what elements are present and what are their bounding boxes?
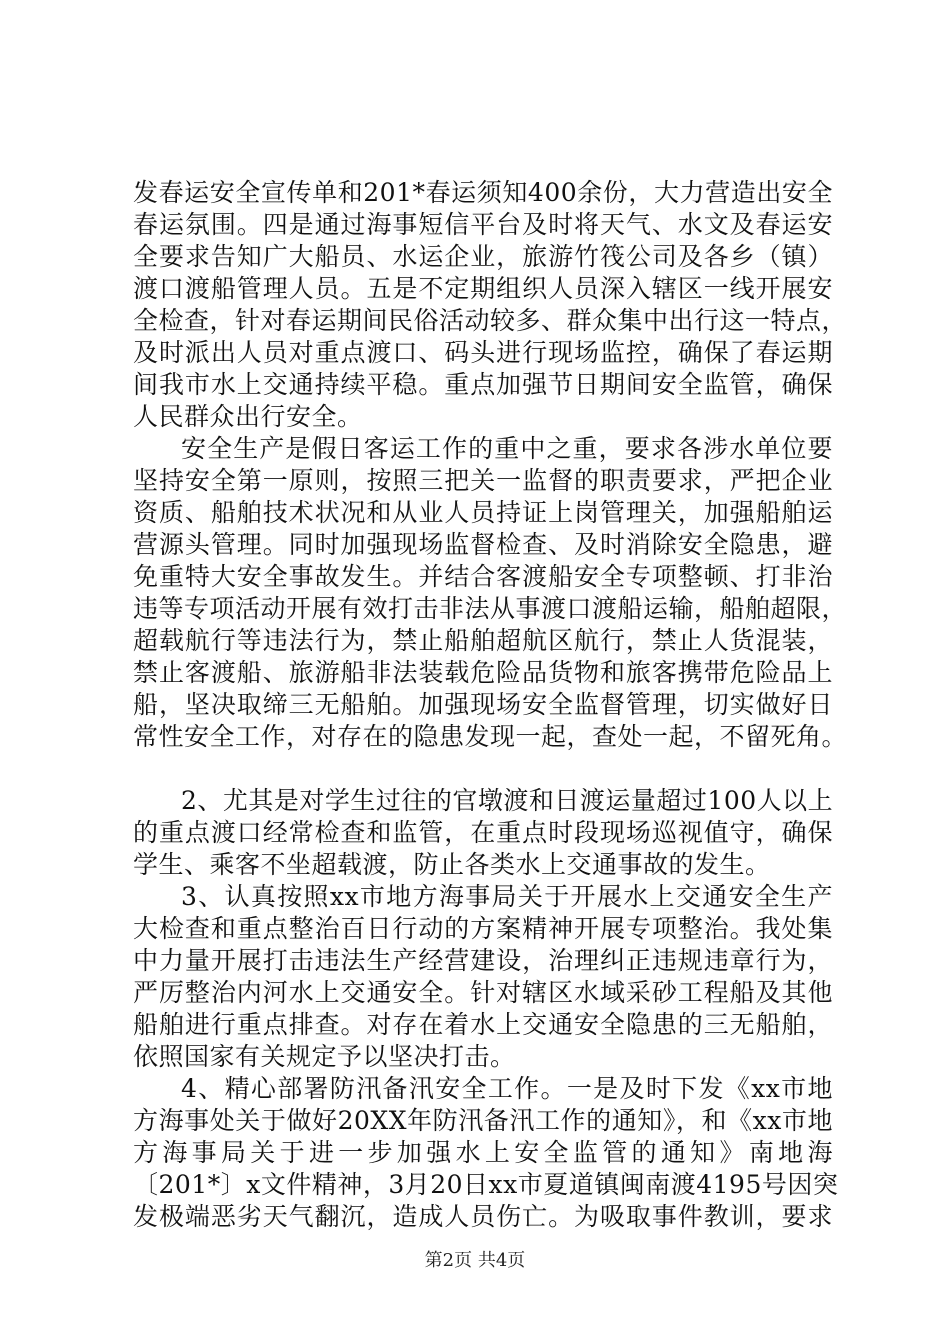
body-text-line: 间我市水上交通持续平稳。重点加强节日期间安全监管，确保 [133,370,833,399]
body-text-line: 违等专项活动开展有效打击非法从事渡口渡船运输，船舶超限， [133,594,848,623]
body-text-line: 人民群众出行安全。 [133,402,363,431]
body-text-line: 的重点渡口经常检查和监管，在重点时段现场巡视值守，确保 [133,818,833,847]
body-text-line: 船舶进行重点排查。对存在着水上交通安全隐患的三无船舶， [133,1010,833,1039]
body-text-line: 渡口渡船管理人员。五是不定期组织人员深入辖区一线开展安 [133,274,833,303]
body-text-line: 常性安全工作，对存在的隐患发现一起，查处一起，不留死角。 [133,722,848,751]
body-text-line: 全要求告知广大船员、水运企业，旅游竹筏公司及各乡（镇） [133,242,833,271]
body-text-line: 中力量开展打击违法生产经营建设，治理纠正违规违章行为， [133,946,833,975]
body-text-line: 及时派出人员对重点渡口、码头进行现场监控，确保了春运期 [133,338,833,367]
paragraph-first-line: 2、尤其是对学生过往的官墩渡和日渡运量超过100人以上 [181,786,834,815]
body-text-line: 发极端恶劣天气翻沉，造成人员伤亡。为吸取事件教训，要求 [133,1202,833,1231]
body-text-line: 发春运安全宣传单和201*春运须知400余份，大力营造出安全 [133,178,833,207]
body-text-line: 大检查和重点整治百日行动的方案精神开展专项整治。我处集 [133,914,833,943]
body-text-line: 资质、船舶技术状况和从业人员持证上岗管理关，加强船舶运 [133,498,833,527]
body-text-line: 超载航行等违法行为，禁止船舶超航区航行，禁止人货混装， [133,626,833,655]
body-text-line: 船，坚决取缔三无船舶。加强现场安全监督管理，切实做好日 [133,690,833,719]
paragraph-first-line: 安全生产是假日客运工作的重中之重，要求各涉水单位要 [181,434,833,463]
paragraph-first-line: 4、精心部署防汛备汛安全工作。一是及时下发《xx市地 [181,1074,833,1103]
body-text-line: 学生、乘客不坐超载渡，防止各类水上交通事故的发生。 [133,850,771,879]
page-footer: 第2页 共4页 [424,1250,526,1271]
body-text-line: 严厉整治内河水上交通安全。针对辖区水域采砂工程船及其他 [133,978,833,1007]
paragraph-first-line: 3、认真按照xx市地方海事局关于开展水上交通安全生产 [181,882,833,911]
body-text-line: 春运氛围。四是通过海事短信平台及时将天气、水文及春运安 [133,210,833,239]
body-text-line: 〔201*〕x文件精神，3月20日xx市夏道镇闽南渡4195号因突 [133,1170,839,1199]
body-text-line: 依照国家有关规定予以坚决打击。 [133,1042,516,1071]
body-text-line: 营源头管理。同时加强现场监督检查、及时消除安全隐患，避 [133,530,833,559]
body-text-line: 坚持安全第一原则，按照三把关一监督的职责要求，严把企业 [133,466,833,495]
body-text-line: 方海事局关于进一步加强水上安全监管的通知》南地海 [133,1138,833,1167]
body-text-line: 免重特大安全事故发生。并结合客渡船安全专项整顿、打非治 [133,562,833,591]
body-text-line: 方海事处关于做好20XX年防汛备汛工作的通知》，和《xx市地 [133,1106,833,1135]
body-text-line: 禁止客渡船、旅游船非法装载危险品货物和旅客携带危险品上 [133,658,833,687]
body-text-line: 全检查，针对春运期间民俗活动较多、群众集中出行这一特点， [133,306,848,335]
